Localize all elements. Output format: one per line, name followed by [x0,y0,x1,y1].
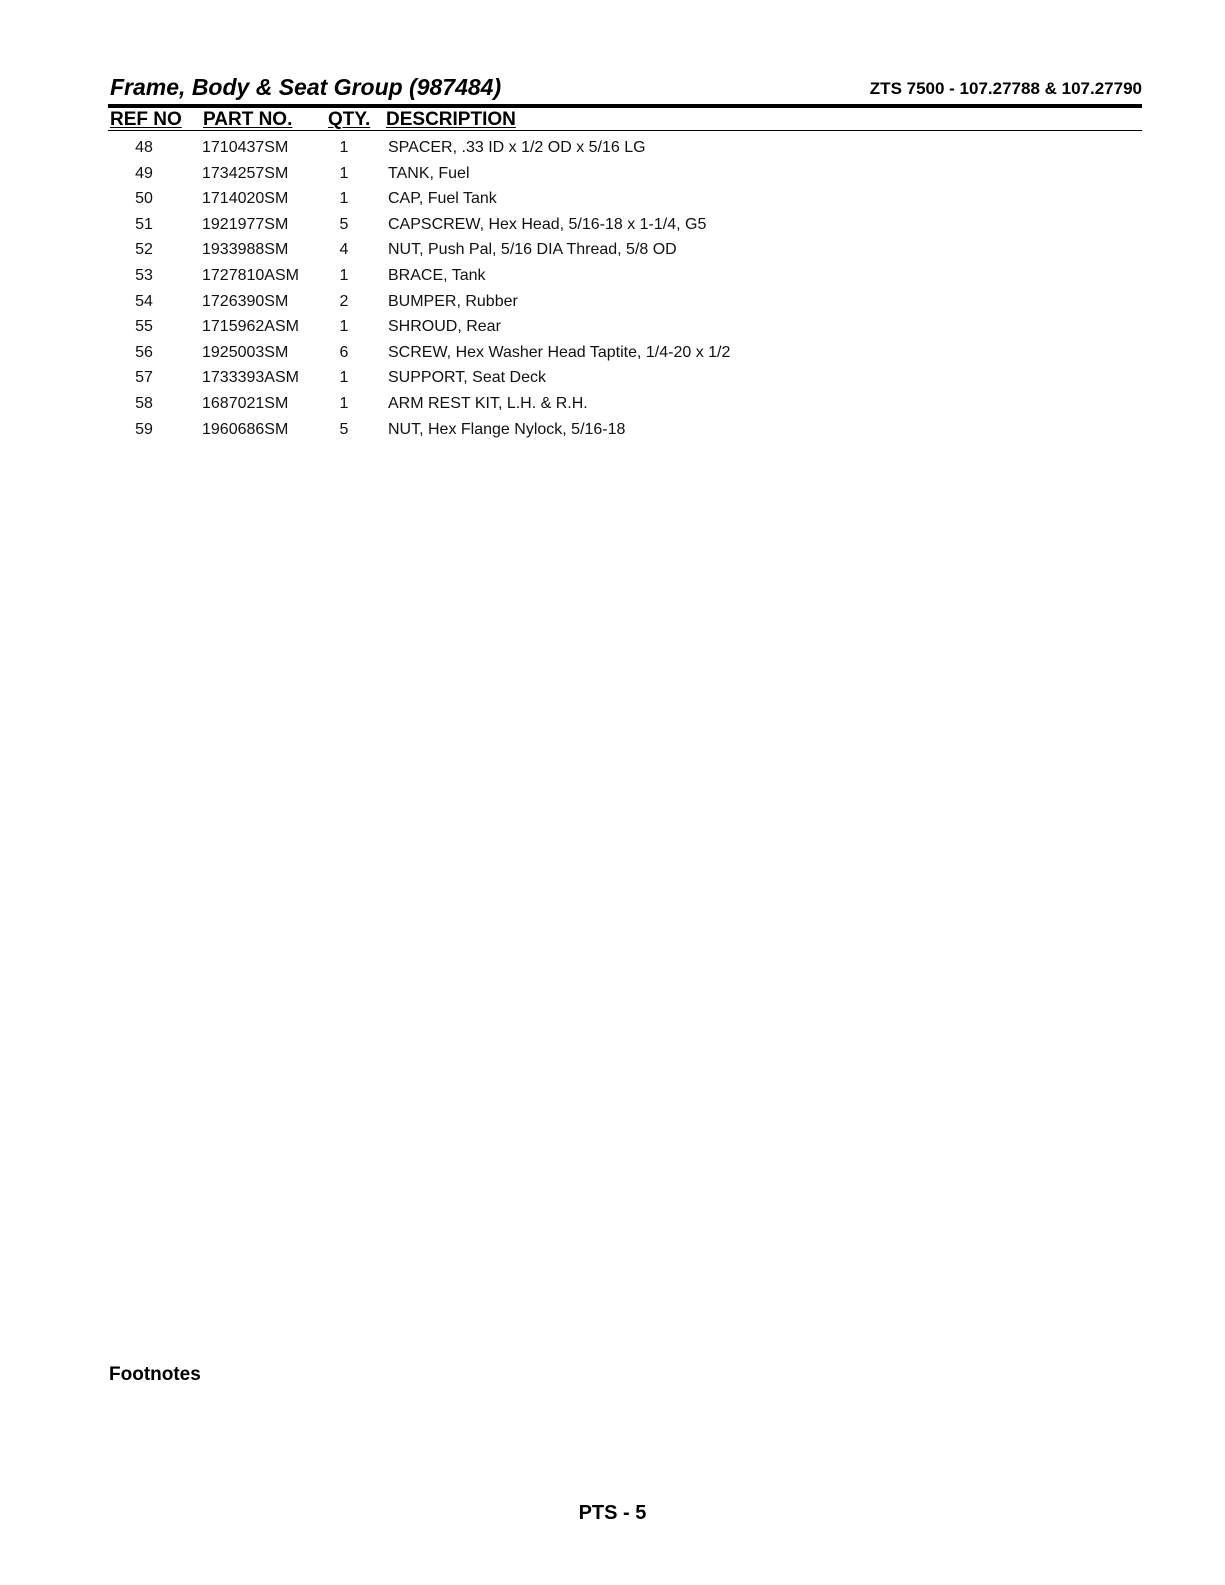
description-cell: NUT, Push Pal, 5/16 DIA Thread, 5/8 OD [388,241,677,259]
qty-cell: 1 [339,318,349,336]
ref-no-cell: 50 [135,190,153,208]
ref-no-cell: 57 [135,369,153,387]
table-row [0,265,1225,291]
qty-cell: 1 [339,139,349,156]
description-cell: BRACE, Tank [388,266,486,284]
table-row [0,137,1225,163]
column-header-qty: QTY. [328,109,371,130]
part-no-cell: 1726390SM [202,292,289,310]
description-cell: CAP, Fuel Tank [388,190,497,208]
ref-no-cell: 53 [135,266,153,284]
column-header-ref-no: REF NO [110,109,182,130]
qty-cell: 6 [339,343,349,361]
ref-no-cell: 56 [135,343,153,361]
table-row [0,188,1225,214]
table-row [0,342,1225,368]
model-number: ZTS 7500 - 107.27788 & 107.27790 [869,79,1142,98]
part-no-cell: 1714020SM [202,190,289,208]
table-row [0,291,1225,317]
ref-no-cell: 59 [135,420,153,438]
description-cell: ARM REST KIT, L.H. & R.H. [388,394,588,412]
qty-cell: 1 [339,266,349,284]
part-no-cell: 1960686SM [202,420,289,438]
qty-cell: 1 [339,394,349,412]
qty-cell: 1 [339,164,349,182]
qty-cell: 5 [339,420,349,438]
column-header-part-no: PART NO. [203,109,293,130]
ref-no-cell: 48 [135,139,153,156]
part-no-cell: 1687021SM [202,394,289,412]
description-cell: NUT, Hex Flange Nylock, 5/16-18 [388,420,626,438]
table-row [0,393,1225,419]
footnotes-heading: Footnotes [109,1364,201,1385]
part-no-cell: 1733393ASM [202,369,299,387]
qty-cell: 4 [339,241,349,259]
part-no-cell: 1925003SM [202,343,289,361]
table-header [108,109,1142,131]
table-row [0,367,1225,393]
page-header [110,74,1142,104]
table-row [0,163,1225,189]
qty-cell: 1 [339,190,349,208]
table-row [0,239,1225,265]
header-rule [108,104,1142,108]
description-cell: CAPSCREW, Hex Head, 5/16-18 x 1-1/4, G5 [388,215,707,233]
qty-cell: 1 [339,369,349,387]
part-no-cell: 1734257SM [202,164,289,182]
qty-cell: 5 [339,215,349,233]
description-cell: SUPPORT, Seat Deck [388,369,546,387]
page-number: PTS - 5 [578,1502,647,1524]
column-header-rule [108,130,1142,131]
ref-no-cell: 52 [135,241,153,259]
ref-no-cell: 49 [135,164,153,182]
table-row [0,316,1225,342]
description-cell: SPACER, .33 ID x 1/2 OD x 5/16 LG [388,139,646,156]
description-cell: SHROUD, Rear [388,318,501,336]
description-cell: BUMPER, Rubber [388,292,518,310]
table-row [0,419,1225,445]
description-cell: TANK, Fuel [388,164,470,182]
description-cell: SCREW, Hex Washer Head Taptite, 1/4-20 x 1/2 [388,343,731,361]
column-header-description: DESCRIPTION [386,109,516,130]
part-no-cell: 1710437SM [202,139,289,156]
part-no-cell: 1715962ASM [202,318,299,336]
table-row [0,214,1225,240]
qty-cell: 2 [339,292,349,310]
parts-table [0,137,1225,444]
ref-no-cell: 58 [135,394,153,412]
page-title: Frame, Body & Seat Group (987484) [110,74,502,100]
part-no-cell: 1921977SM [202,215,289,233]
ref-no-cell: 51 [135,215,153,233]
ref-no-cell: 54 [135,292,153,310]
ref-no-cell: 55 [135,318,153,336]
part-no-cell: 1727810ASM [202,266,299,284]
part-no-cell: 1933988SM [202,241,289,259]
